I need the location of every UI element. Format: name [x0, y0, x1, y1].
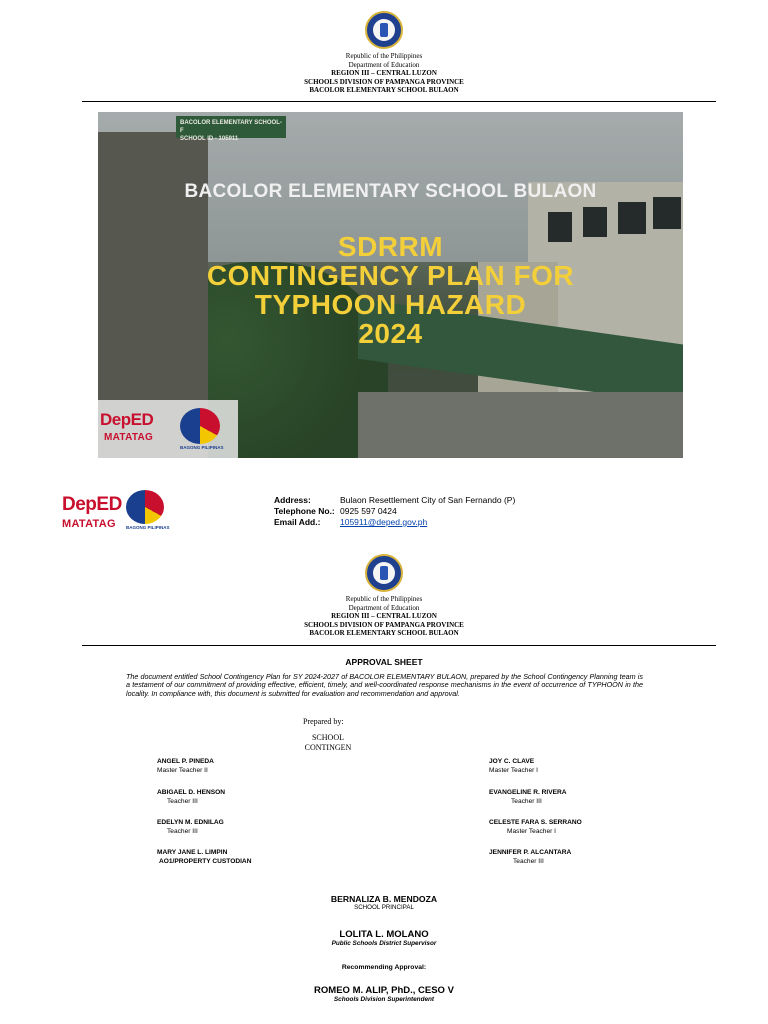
bagong-pilipinas-logo: BAGONG PILIPINAS [126, 490, 170, 530]
signatory-name: MARY JANE L. LIMPIN [157, 849, 228, 856]
header-department: Department of Education [348, 60, 420, 69]
signatory [157, 849, 251, 866]
signatory-role: Master Teacher I [489, 766, 538, 774]
divider [82, 645, 716, 646]
header-division: SCHOOLS DIVISION OF PAMPANGA PROVINCE [304, 620, 464, 629]
supervisor-block [0, 929, 768, 947]
deped-logo: DepED [100, 410, 154, 429]
deped-seal-icon [365, 11, 403, 49]
signatory [157, 789, 225, 806]
matatag-logo: MATATAG [104, 432, 154, 443]
approval-title: APPROVAL SHEET [345, 657, 423, 667]
signatory [489, 849, 571, 866]
cover-logos [98, 400, 238, 458]
signatory [157, 819, 224, 836]
cover-title-2: CONTINGENCY PLAN FOR [206, 260, 575, 291]
cover-title-3: TYPHOON HAZARD [254, 289, 527, 320]
signatory-name: JOY C. CLAVE [489, 758, 535, 765]
signatory-name: EDELYN M. EDNILAG [157, 819, 224, 826]
address-value: Bulaon Resettlement City of San Fernando (P) [340, 495, 516, 505]
header-region: REGION III – CENTRAL LUZON [331, 69, 437, 78]
cover-school-name: BACOLOR ELEMENTARY SCHOOL BULAON [184, 181, 597, 202]
signatory [489, 819, 582, 836]
principal-block [0, 894, 768, 911]
approval-paragraph: The document entitled School Contingency Plan for SY 2024-2027 of BACOLOR ELEMENTARY BULAON, prepared by the School Contingency Planning team is a testament of our commitment of providing effective, efficient, timely, and well-coordinated response mechanisms in the event of occurrence of TYPHOON in the locality. In compliance with, this document is submitted for evaluation and recommendation and approval. [126, 672, 643, 698]
letterhead-top [0, 52, 768, 95]
header-republic: Republic of the Philippines [345, 52, 423, 60]
signatory-role: Teacher III [167, 797, 198, 805]
signatory-role: Teacher III [513, 857, 544, 865]
email-link[interactable]: 105911@deped.gov.ph [340, 517, 428, 527]
signatory-name: ABIGAEL D. HENSON [157, 789, 226, 796]
signatory [157, 758, 214, 775]
supervisor-name: LOLITA L. MOLANO [339, 929, 429, 940]
superintendent-role: Schools Division Superintendent [333, 996, 435, 1003]
signatory-role: AO1/PROPERTY CUSTODIAN [159, 857, 252, 865]
signatory-name: JENNIFER P. ALCANTARA [489, 849, 572, 856]
email-label: Email Add.: [274, 517, 321, 527]
school-sign: BACOLOR ELEMENTARY SCHOOL-F SCHOOL ID - 105911 [176, 116, 286, 138]
cover-image [98, 112, 683, 458]
deped-logo: DepED [62, 494, 122, 515]
signatory-role: Master Teacher II [157, 766, 208, 774]
signatory-name: EVANGELINE R. RIVERA [489, 789, 567, 796]
matatag-logo: MATATAG [62, 518, 116, 530]
header-division: SCHOOLS DIVISION OF PAMPANGA PROVINCE [304, 77, 464, 86]
cover-title-1: SDRRM [337, 231, 444, 262]
header-department: Department of Education [348, 603, 420, 612]
recommending-label: Recommending Approval: [341, 964, 427, 971]
header-republic: Republic of the Philippines [345, 595, 423, 603]
prepared-by-label: Prepared by: [303, 717, 344, 726]
superintendent-block [0, 985, 768, 1003]
signatory [489, 789, 567, 806]
principal-role: SCHOOL PRINCIPAL [354, 904, 414, 911]
bagong-pilipinas-logo: BAGONG PILIPINAS [180, 408, 224, 450]
signatory-role: Master Teacher I [507, 827, 556, 835]
header-region: REGION III – CENTRAL LUZON [331, 612, 437, 621]
signatory-role: Teacher III [511, 797, 542, 805]
cover-title-4: 2024 [358, 318, 423, 349]
header-school: BACOLOR ELEMENTARY SCHOOL BULAON [309, 629, 459, 638]
phone-label: Telephone No.: [274, 506, 335, 516]
signatory-role: Teacher III [167, 827, 198, 835]
phone-value: 0925 597 0424 [340, 506, 397, 516]
signatory [489, 758, 538, 775]
divider [82, 101, 716, 102]
team-label: SCHOOL CONTINGEN [304, 733, 352, 752]
header-school: BACOLOR ELEMENTARY SCHOOL BULAON [309, 86, 459, 95]
principal-name: BERNALIZA B. MENDOZA [330, 894, 438, 904]
letterhead-second [0, 595, 768, 638]
contact-block [274, 495, 515, 528]
deped-seal-icon [365, 554, 403, 592]
signatory-name: ANGEL P. PINEDA [157, 758, 214, 765]
superintendent-name: ROMEO M. ALIP, PhD., CESO V [314, 985, 454, 996]
supervisor-role: Public Schools District Supervisor [331, 940, 437, 947]
signatory-name: CELESTE FARA S. SERRANO [489, 819, 582, 826]
address-label: Address: [274, 495, 311, 505]
